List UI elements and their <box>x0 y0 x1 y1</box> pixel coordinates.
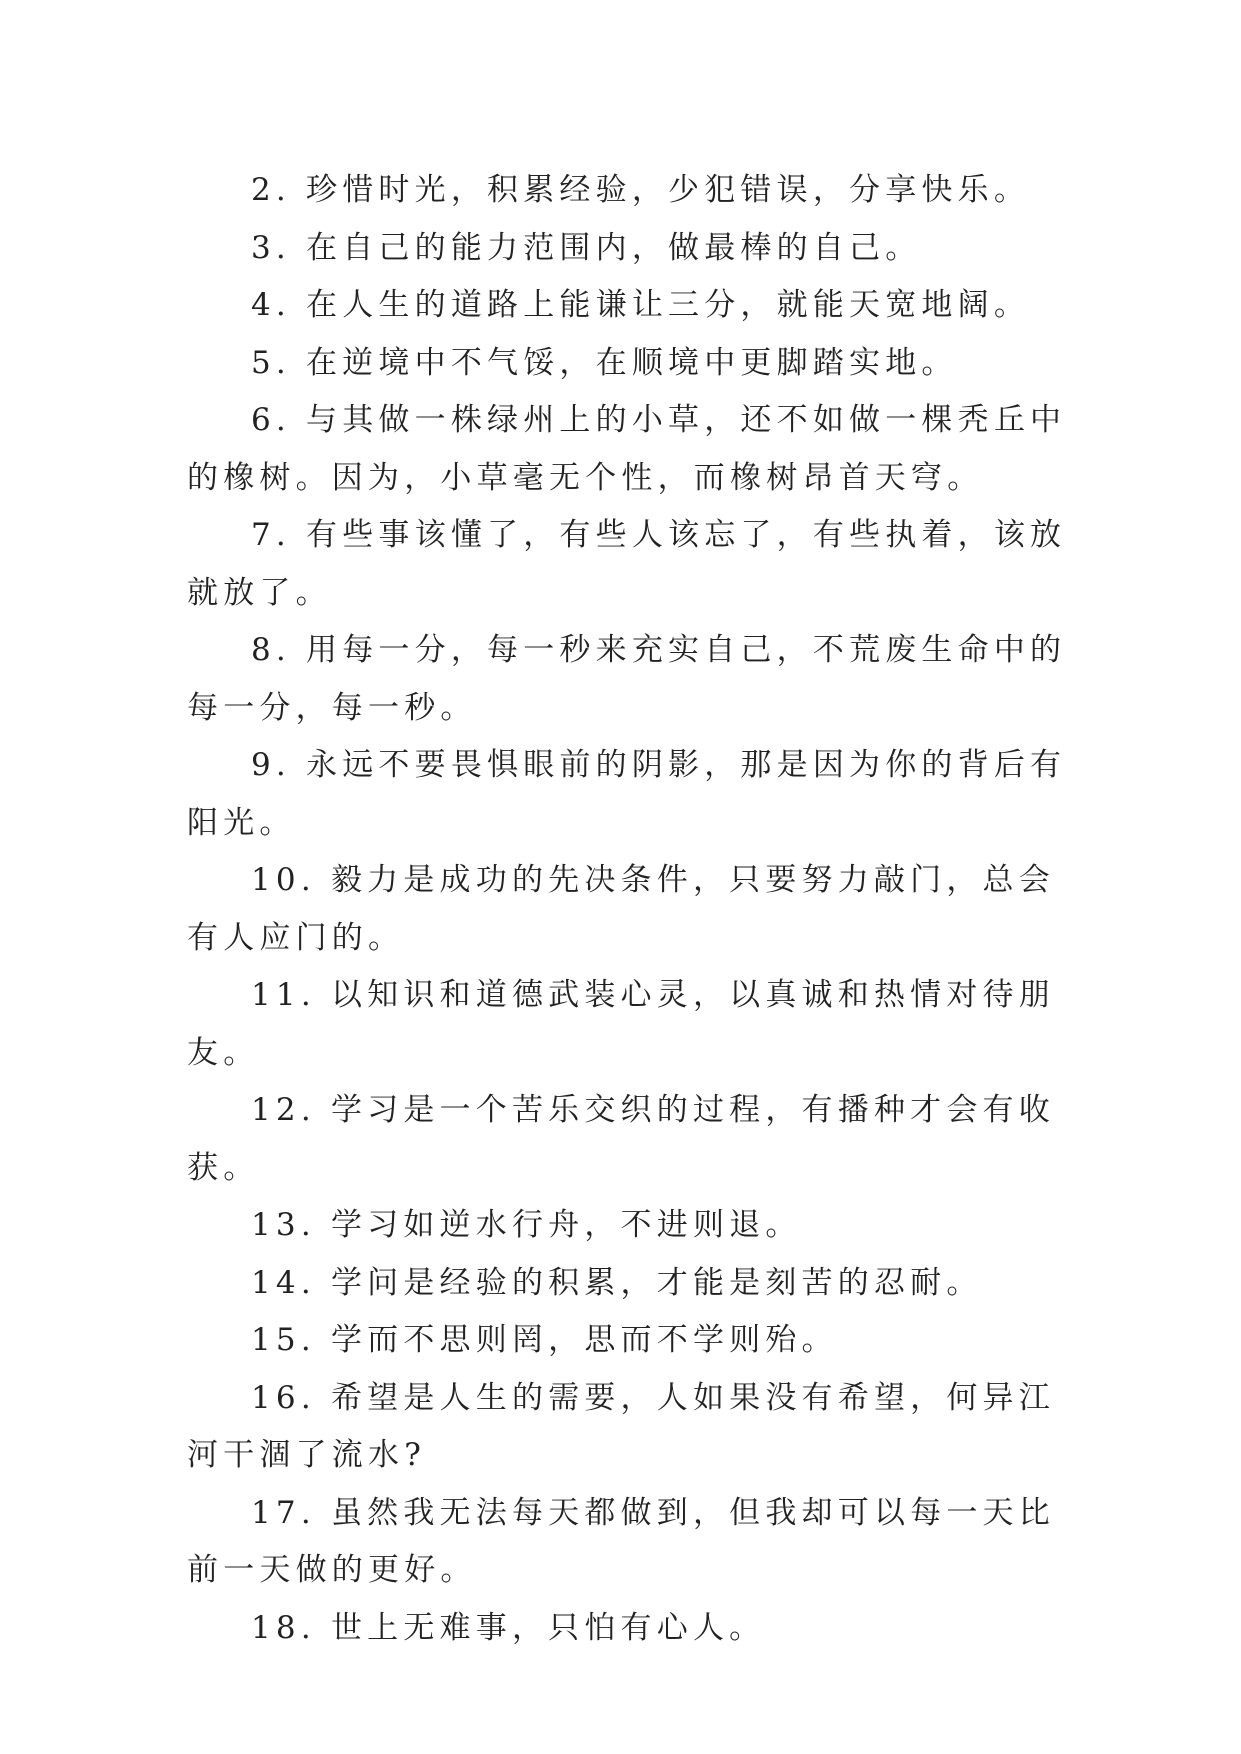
quote-paragraph: 10. 毅力是成功的先决条件，只要努力敲门，总会有人应门的。 <box>187 862 1055 956</box>
quote-paragraph: 9. 永远不要畏惧眼前的阴影，那是因为你的背后有阳光。 <box>187 747 1067 841</box>
quote-paragraph: 12. 学习是一个苦乐交织的过程，有播种才会有收获。 <box>187 1092 1055 1186</box>
quote-paragraph: 5. 在逆境中不气馁，在顺境中更脚踏实地。 <box>251 344 958 381</box>
quote-paragraph: 6. 与其做一株绿州上的小草，还不如做一棵秃丘中的橡树。因为，小草毫无个性，而橡树昂首天穹。 <box>187 402 1067 496</box>
quote-paragraph: 7. 有些事该懂了，有些人该忘了，有些执着，该放就放了。 <box>187 517 1067 611</box>
quote-paragraph: 16. 希望是人生的需要，人如果没有希望，何异江河干涸了流水? <box>187 1379 1055 1473</box>
quote-paragraph: 4. 在人生的道路上能谦让三分，就能天宽地阔。 <box>251 287 1031 323</box>
quote-paragraph: 11. 以知识和道德武装心灵，以真诚和热情对待朋友。 <box>187 977 1055 1071</box>
quote-paragraph: 17. 虽然我无法每天都做到，但我却可以每一天比前一天做的更好。 <box>187 1494 1055 1588</box>
quote-list <box>187 162 1067 1657</box>
quote-paragraph: 14. 学问是经验的积累，才能是刻苦的忍耐。 <box>251 1264 983 1301</box>
quote-paragraph: 2. 珍惜时光，积累经验，少犯错误，分享快乐。 <box>251 172 1031 208</box>
quote-paragraph: 8. 用每一分，每一秒来充实自己，不荒废生命中的每一分，每一秒。 <box>187 632 1067 726</box>
quote-paragraph: 18. 世上无难事，只怕有心人。 <box>251 1609 766 1646</box>
quote-paragraph: 3. 在自己的能力范围内，做最棒的自己。 <box>251 229 922 266</box>
quote-paragraph: 15. 学而不思则罔，思而不学则殆。 <box>251 1322 838 1358</box>
quote-paragraph: 13. 学习如逆水行舟，不进则退。 <box>251 1207 802 1243</box>
